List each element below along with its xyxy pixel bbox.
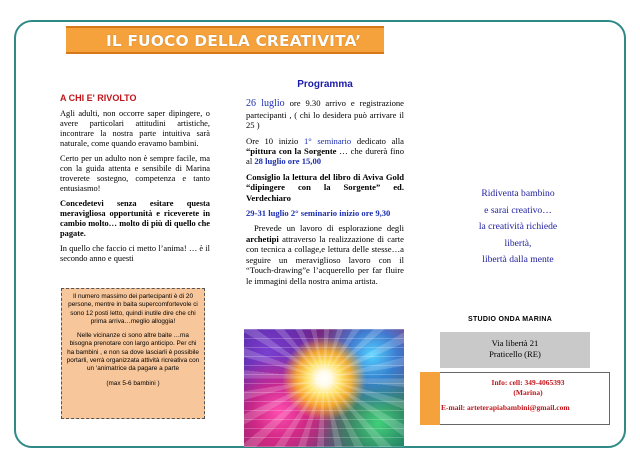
slogan-line-4: libertà,	[504, 237, 532, 249]
seminar-1-start: Ore 10 inizio	[246, 135, 299, 146]
reading-advice: Consiglio la lettura del libro di Aviva Gold “dipingere con la Sorgente” ed. Verdechiaro	[246, 171, 404, 203]
slogan-line-2: e sarai creativo…	[484, 204, 552, 216]
studio-name: STUDIO ONDA MARINA	[468, 316, 553, 323]
program-item-arrival	[246, 98, 404, 130]
seminar-2-description	[246, 223, 404, 285]
program-section	[246, 80, 404, 291]
contact-phone	[450, 378, 606, 397]
seminar-1-end: 28 luglio ore 15,00	[254, 156, 322, 167]
contact-email: E-mail: arteterapiabambini@gmail.com	[441, 403, 570, 412]
page-title: IL FUOCO DELLA CREATIVITA’	[106, 32, 362, 50]
contact-accent-strip	[420, 372, 440, 425]
note-paragraph-2: Nelle vicinanze ci sono altre baite …ma bisogna prenotare con largo anticipo. Per chi ha bambini , e non sa dove lasciarli è possibile portarli, verrà organizzata attività ricreativa con un ‘animatrice da pagare a parte	[66, 332, 200, 373]
slogan	[440, 186, 596, 269]
address-street: Via libertà 21	[491, 338, 539, 348]
seminar-2-archetypes: archetipi	[246, 233, 279, 244]
address-city: Praticello (RE)	[489, 349, 541, 359]
audience-paragraph-2: Certo per un adulto non è sempre facile, ma con la guida attenta e sensibile di Marina troverete sostegno, competenza e tanto entusiasmo!	[60, 154, 210, 193]
note-paragraph-3: (max 5-6 bambini )	[106, 379, 160, 387]
slogan-line-3: la creatività richiede	[478, 221, 558, 232]
program-title: Programma	[297, 79, 353, 90]
seminar-2-text-a: Prevede un lavoro di esplorazione degli	[254, 223, 404, 234]
seminar-1-topic: “pittura con la Sorgente	[246, 146, 337, 157]
audience-heading: A CHI E' RIVOLTO	[60, 93, 137, 103]
seminar-1-label: 1° seminario	[303, 135, 352, 146]
participants-note-box	[61, 288, 205, 419]
address-box	[440, 332, 590, 368]
abstract-light-image	[244, 329, 404, 447]
phone-line: Info: cell: 349-4065393	[491, 378, 565, 387]
title-banner	[66, 26, 384, 54]
program-item-seminar-1	[246, 136, 404, 167]
slogan-line-1: Ridiventa bambino	[481, 188, 555, 199]
program-item-seminar-2: 29-31 luglio 2° seminario inizio ore 9,30	[246, 208, 391, 219]
note-paragraph-1: Il numero massimo dei partecipanti è di 20 persone, mentre in baita supercomfortevole ci sono 12 posti letto, quindi inutile dire che chi prima arriva…meglio alloggia!	[68, 293, 198, 325]
arrival-date: 26 luglio	[246, 98, 285, 110]
seminar-1-text: dedicato alla	[356, 135, 404, 146]
seminar-1-duration: … che durerà fino al	[246, 146, 404, 167]
audience-paragraph-3: Concedetevi senza esitare questa meravigliosa opportunità e riceverete in cambio molto… molto di più di quello che pagate.	[60, 199, 210, 238]
phone-name: (Marina)	[513, 387, 543, 397]
slogan-line-5: libertà dalla mente	[482, 254, 554, 265]
audience-section	[60, 93, 210, 269]
audience-paragraph-4: In quello che faccio ci metto l’anima! … è il secondo anno e questi	[60, 244, 210, 263]
audience-paragraph-1: Agli adulti, non occorre saper dipingere, o avere particolari attitudini artistiche, incontrare la nostra parte intuitiva sarà naturale, come quando eravamo bambini.	[60, 109, 210, 148]
seminar-2-text-b: attraverso la realizzazione di carte con tecnica a collage,e lettura delle stesse…a seguire un meraviglioso lavoro con il “Touch-drawing”e l’acquerello per far fluire le immagini della nostra anima artista.	[246, 233, 404, 286]
arrival-details: ore 9.30 arrivo e registrazione partecipanti , ( chi lo desidera può arrivare il 25 )	[246, 98, 404, 131]
